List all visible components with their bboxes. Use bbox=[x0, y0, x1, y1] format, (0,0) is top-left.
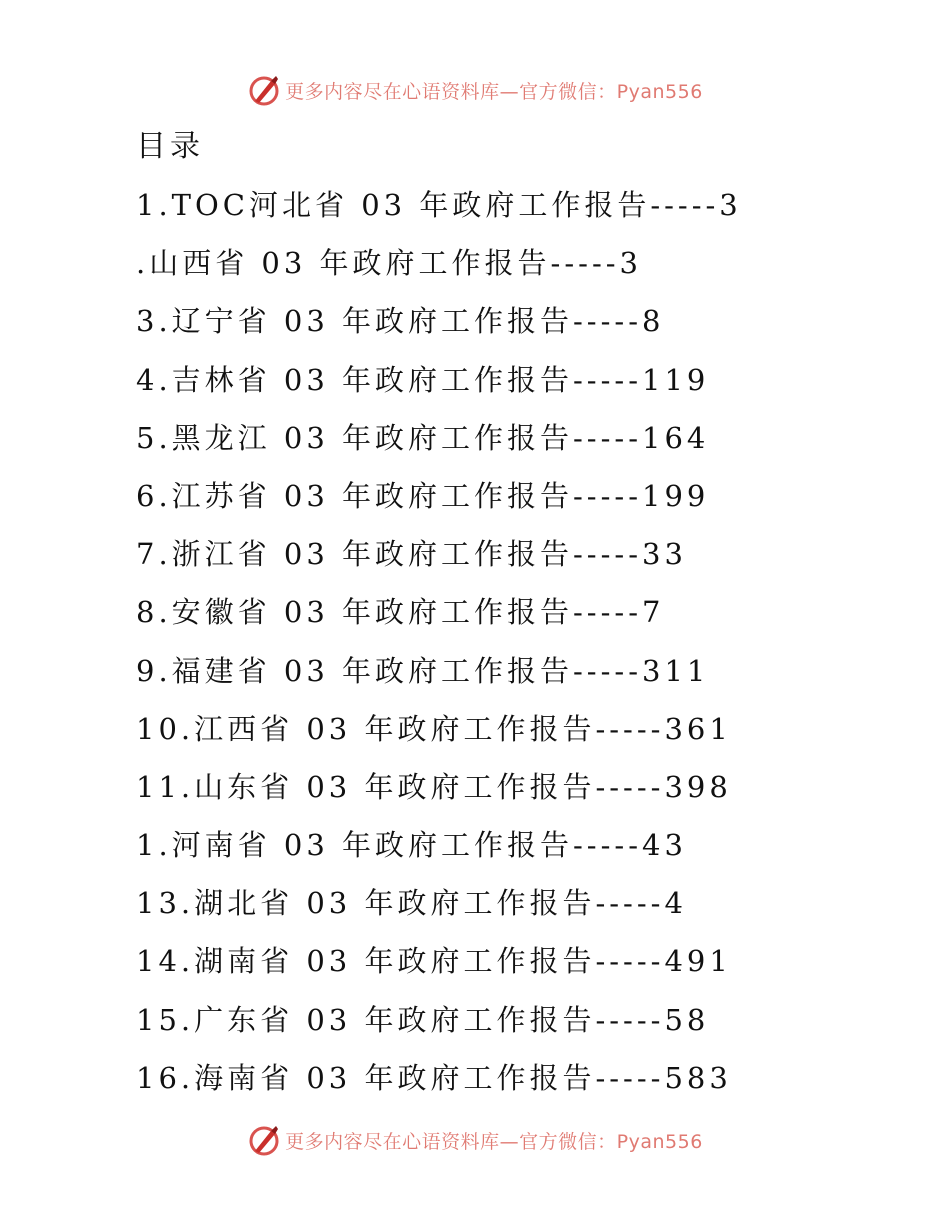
watermark-text: 更多内容尽在心语资料库—官方微信：Pyan556 bbox=[285, 80, 703, 103]
toc-list bbox=[136, 176, 896, 1107]
toc-entry[interactable]: 4.吉林省 03 年政府工作报告-----119 bbox=[136, 362, 710, 397]
toc-entry[interactable]: 3.辽宁省 03 年政府工作报告-----8 bbox=[136, 304, 665, 339]
toc-entry[interactable]: 11.山东省 03 年政府工作报告-----398 bbox=[136, 769, 732, 804]
toc-entry[interactable]: 9.福建省 03 年政府工作报告-----311 bbox=[136, 653, 710, 688]
toc-entry[interactable]: 16.海南省 03 年政府工作报告-----583 bbox=[136, 1060, 732, 1095]
pen-logo-icon bbox=[247, 1123, 281, 1157]
toc-entry[interactable]: 10.江西省 03 年政府工作报告-----361 bbox=[136, 711, 732, 746]
toc-entry[interactable]: 8.安徽省 03 年政府工作报告-----7 bbox=[136, 595, 665, 630]
pen-logo-icon bbox=[247, 73, 281, 107]
table-of-contents bbox=[136, 118, 896, 1107]
toc-entry[interactable]: 13.湖北省 03 年政府工作报告-----4 bbox=[136, 886, 687, 921]
toc-entry[interactable]: .山西省 03 年政府工作报告-----3 bbox=[136, 246, 643, 281]
toc-entry[interactable]: 15.广东省 03 年政府工作报告-----58 bbox=[136, 1002, 710, 1037]
toc-entry[interactable]: 7.浙江省 03 年政府工作报告-----33 bbox=[136, 537, 687, 572]
toc-entry[interactable]: 14.湖南省 03 年政府工作报告-----491 bbox=[136, 944, 732, 979]
toc-title: 目录 bbox=[136, 129, 204, 164]
footer-watermark bbox=[0, 1120, 950, 1160]
toc-entry[interactable]: 5.黑龙江 03 年政府工作报告-----164 bbox=[136, 420, 710, 455]
header-watermark bbox=[0, 70, 950, 110]
toc-entry[interactable]: 6.江苏省 03 年政府工作报告-----199 bbox=[136, 478, 710, 513]
toc-entry[interactable]: 1.TOC河北省 03 年政府工作报告-----3 bbox=[136, 188, 742, 222]
toc-entry[interactable]: 1.河南省 03 年政府工作报告-----43 bbox=[136, 828, 687, 863]
watermark-text: 更多内容尽在心语资料库—官方微信：Pyan556 bbox=[285, 1130, 703, 1153]
